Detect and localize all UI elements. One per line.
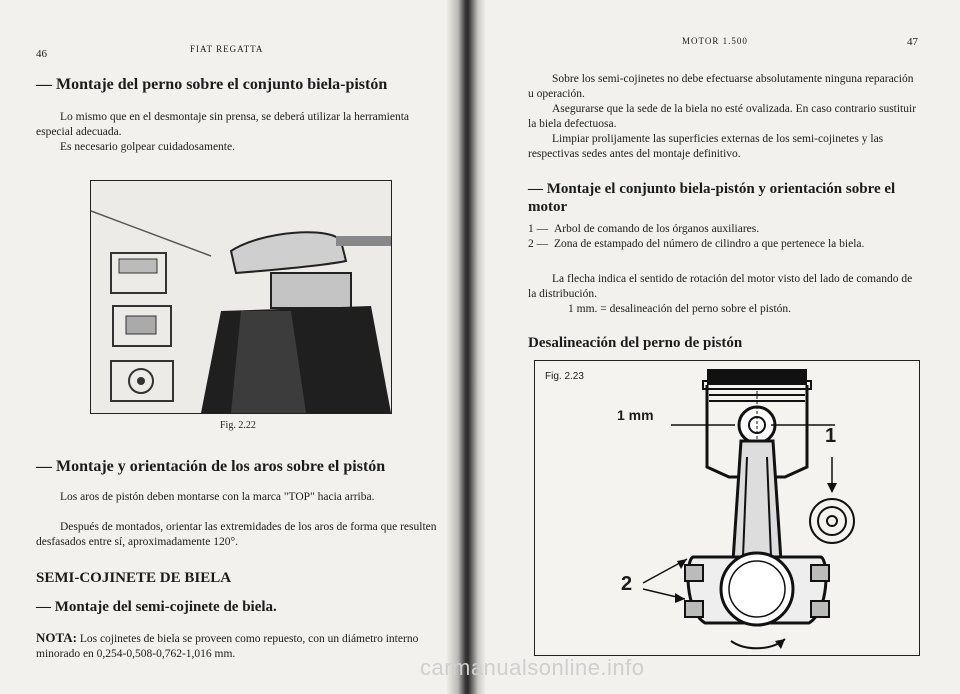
- parts-list: [528, 222, 918, 252]
- watermark-text: carmanualsonline.info: [420, 655, 645, 680]
- heading-orientacion-motor: — Montaje el conjunto biela-pistón y orientación sobre el motor: [528, 181, 896, 215]
- heading-montaje-semi-cojinete: — Montaje del semi-cojinete de biela.: [36, 599, 277, 615]
- list-item-text: Zona de estampado del número de cilindro a que pertenece la biela.: [554, 238, 865, 250]
- press-tool-illustration: [91, 181, 391, 413]
- list-item-number: 1 —: [528, 223, 549, 235]
- left-page: [0, 0, 470, 694]
- right-page: [482, 0, 960, 694]
- list-item: [528, 237, 918, 252]
- running-head-left: FIAT REGATTA: [190, 44, 264, 54]
- para-reparacion: Sobre los semi-cojinetes no debe efectuarse absolutamente ninguna reparación u operación.: [528, 73, 914, 100]
- callout-1: 1: [825, 425, 837, 447]
- para-1mm: 1 mm. = desalineación del perno sobre el pistón.: [568, 303, 792, 315]
- list-item-number: 2 —: [528, 238, 549, 250]
- note-label: NOTA:: [36, 630, 77, 645]
- piston-rod-drawing: [535, 361, 919, 655]
- note-paragraph: [36, 630, 446, 662]
- figure-2-22: [90, 180, 392, 414]
- note-text: Los cojinetes de biela se proveen como repuesto, con un diámetro interno minorado en 0,254-0,508-0,762-1,016 mm.: [36, 633, 419, 660]
- page-number-right: 47: [907, 36, 918, 48]
- figure-2-22-caption: Fig. 2.22: [220, 420, 256, 431]
- heading-montaje-perno: — Montaje del perno sobre el conjunto biela-pistón: [36, 76, 388, 93]
- page-number-left: 46: [36, 48, 47, 60]
- para-golpear: Es necesario golpear cuidadosamente.: [60, 141, 235, 153]
- para-herramienta: Lo mismo que en el desmontaje sin prensa, se deberá utilizar la herramienta especial adecuada.: [36, 111, 410, 138]
- list-item-text: Arbol de comando de los órganos auxiliares.: [554, 223, 760, 235]
- figure-2-23: [534, 360, 920, 656]
- para-desfasados: Después de montados, orientar las extremidades de los aros de forma que resulten desfasados entre sí, aproximadamente 120°.: [36, 521, 437, 548]
- book-gutter: [446, 0, 486, 694]
- para-limpiar: Limpiar prolijamente las superficies externas de los semi-cojinetes y las respectivas sedes antes del montaje definitivo.: [528, 133, 884, 160]
- list-item: [528, 222, 918, 237]
- dimension-label-1mm: 1 mm: [617, 407, 654, 423]
- callout-2: 2: [621, 573, 633, 595]
- heading-aros: — Montaje y orientación de los aros sobre el pistón: [36, 458, 386, 475]
- para-ovalizada: Asegurarse que la sede de la biela no esté ovalizada. En caso contrario sustituir la biela defectuosa.: [528, 103, 917, 130]
- heading-semi-cojinete: SEMI-COJINETE DE BIELA: [36, 570, 232, 586]
- heading-desalineacion: Desalineación del perno de pistón: [528, 335, 743, 351]
- figure-2-23-label: Fig. 2.23: [545, 371, 584, 382]
- running-head-right: MOTOR 1.500: [682, 36, 748, 46]
- para-flecha: La flecha indica el sentido de rotación del motor visto del lado de comando de la distribución.: [528, 273, 913, 300]
- para-top: Los aros de pistón deben montarse con la marca "TOP" hacia arriba.: [60, 491, 375, 503]
